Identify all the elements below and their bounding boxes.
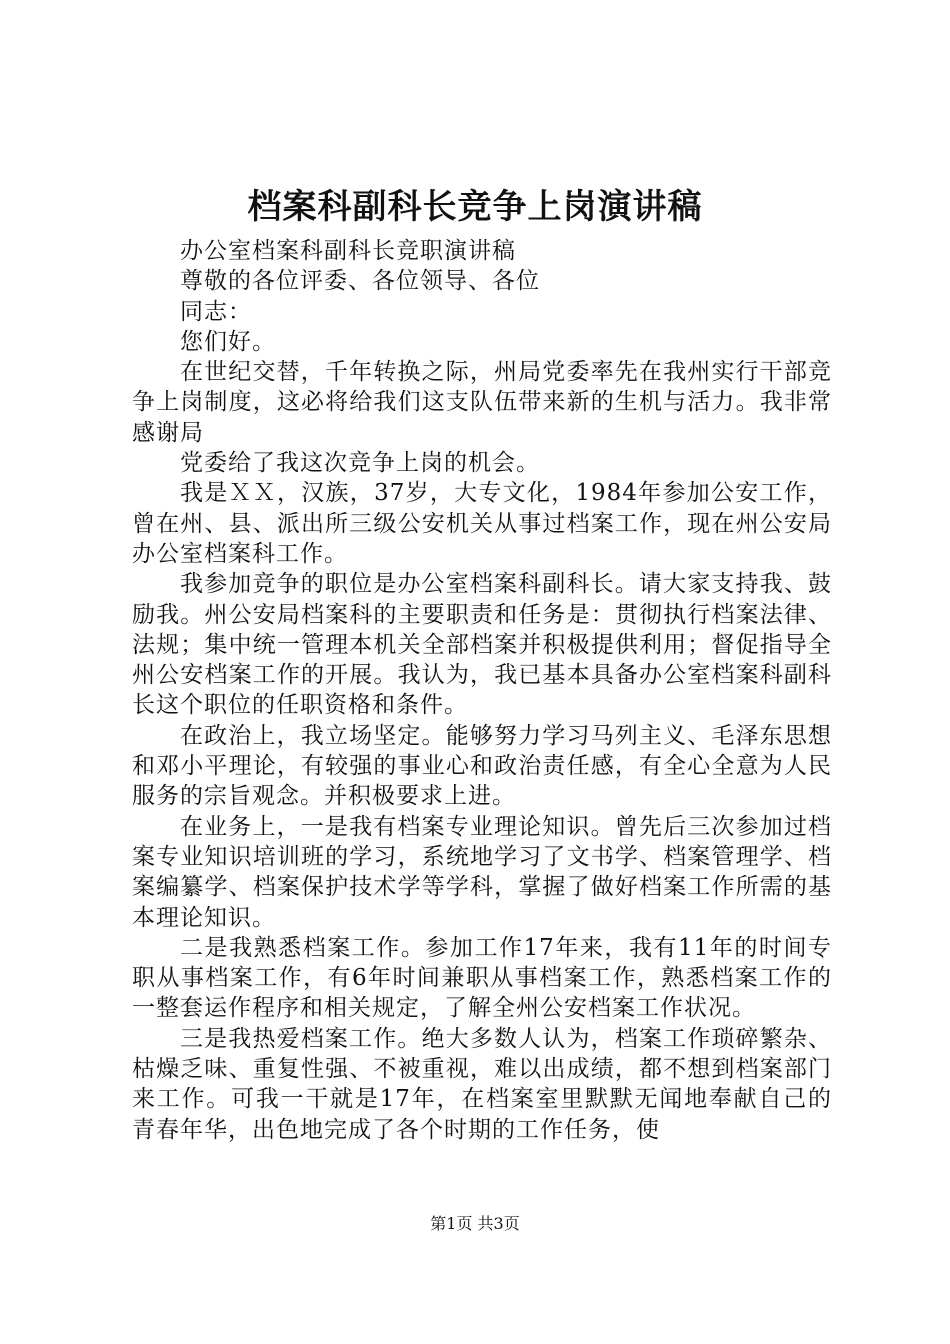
paragraph: 尊敬的各位评委、各位领导、各位 [180,268,540,295]
document-title: 档案科副科长竞争上岗演讲稿 [247,187,703,227]
paragraph: 办公室档案科副科长竞职演讲稿 [180,238,516,264]
paragraph: 党委给了我这次竞争上岗的机会。 [180,450,540,477]
paragraph: 我是ＸＸ，汉族，37岁，大专文化，1984年参加公安工作，曾在州、县、派出所三级公安机关从事过档案工作，现在州公安局办公室档案科工作。 [132,480,832,567]
paragraph: 我参加竞争的职位是办公室档案科副科长。请大家支持我、鼓励我。州公安局档案科的主要职责和任务是：贯彻执行档案法律、法规；集中统一管理本机关全部档案并积极提供利用；督促指导全州公安档案工作的开展。我认为，我已基本具备办公室档案科副科长这个职位的任职资格和条件。 [132,571,832,719]
paragraph: 三是我热爱档案工作。绝大多数人认为，档案工作琐碎繁杂、枯燥乏味、重复性强、不被重视，难以出成绩，都不想到档案部门来工作。可我一干就是17年，在档案室里默默无闻地奉献自己的青春年华，出色地完成了各个时期的工作任务，使 [132,1025,832,1143]
paragraph: 在世纪交替，千年转换之际，州局党委率先在我州实行干部竞争上岗制度，这必将给我们这支队伍带来新的生机与活力。我非常感谢局 [132,359,832,446]
paragraph: 在政治上，我立场坚定。能够努力学习马列主义、毛泽东思想和邓小平理论，有较强的事业心和政治责任感，有全心全意为人民服务的宗旨观念。并积极要求上进。 [132,722,832,810]
paragraph: 在业务上，一是我有档案专业理论知识。曾先后三次参加过档案专业知识培训班的学习，系统地学习了文书学、档案管理学、档案编纂学、档案保护技术学等学科，掌握了做好档案工作所需的基本理论知识。 [132,813,832,931]
paragraph: 同志： [180,298,252,325]
page-number-footer: 第1页 共3页 [430,1214,520,1233]
paragraph: 二是我熟悉档案工作。参加工作17年来，我有11年的时间专职从事档案工作，有6年时间兼职从事档案工作，熟悉档案工作的一整套运作程序和相关规定，了解全州公安档案工作状况。 [132,934,832,1022]
document-body [132,236,832,1145]
paragraph: 您们好。 [180,328,276,355]
